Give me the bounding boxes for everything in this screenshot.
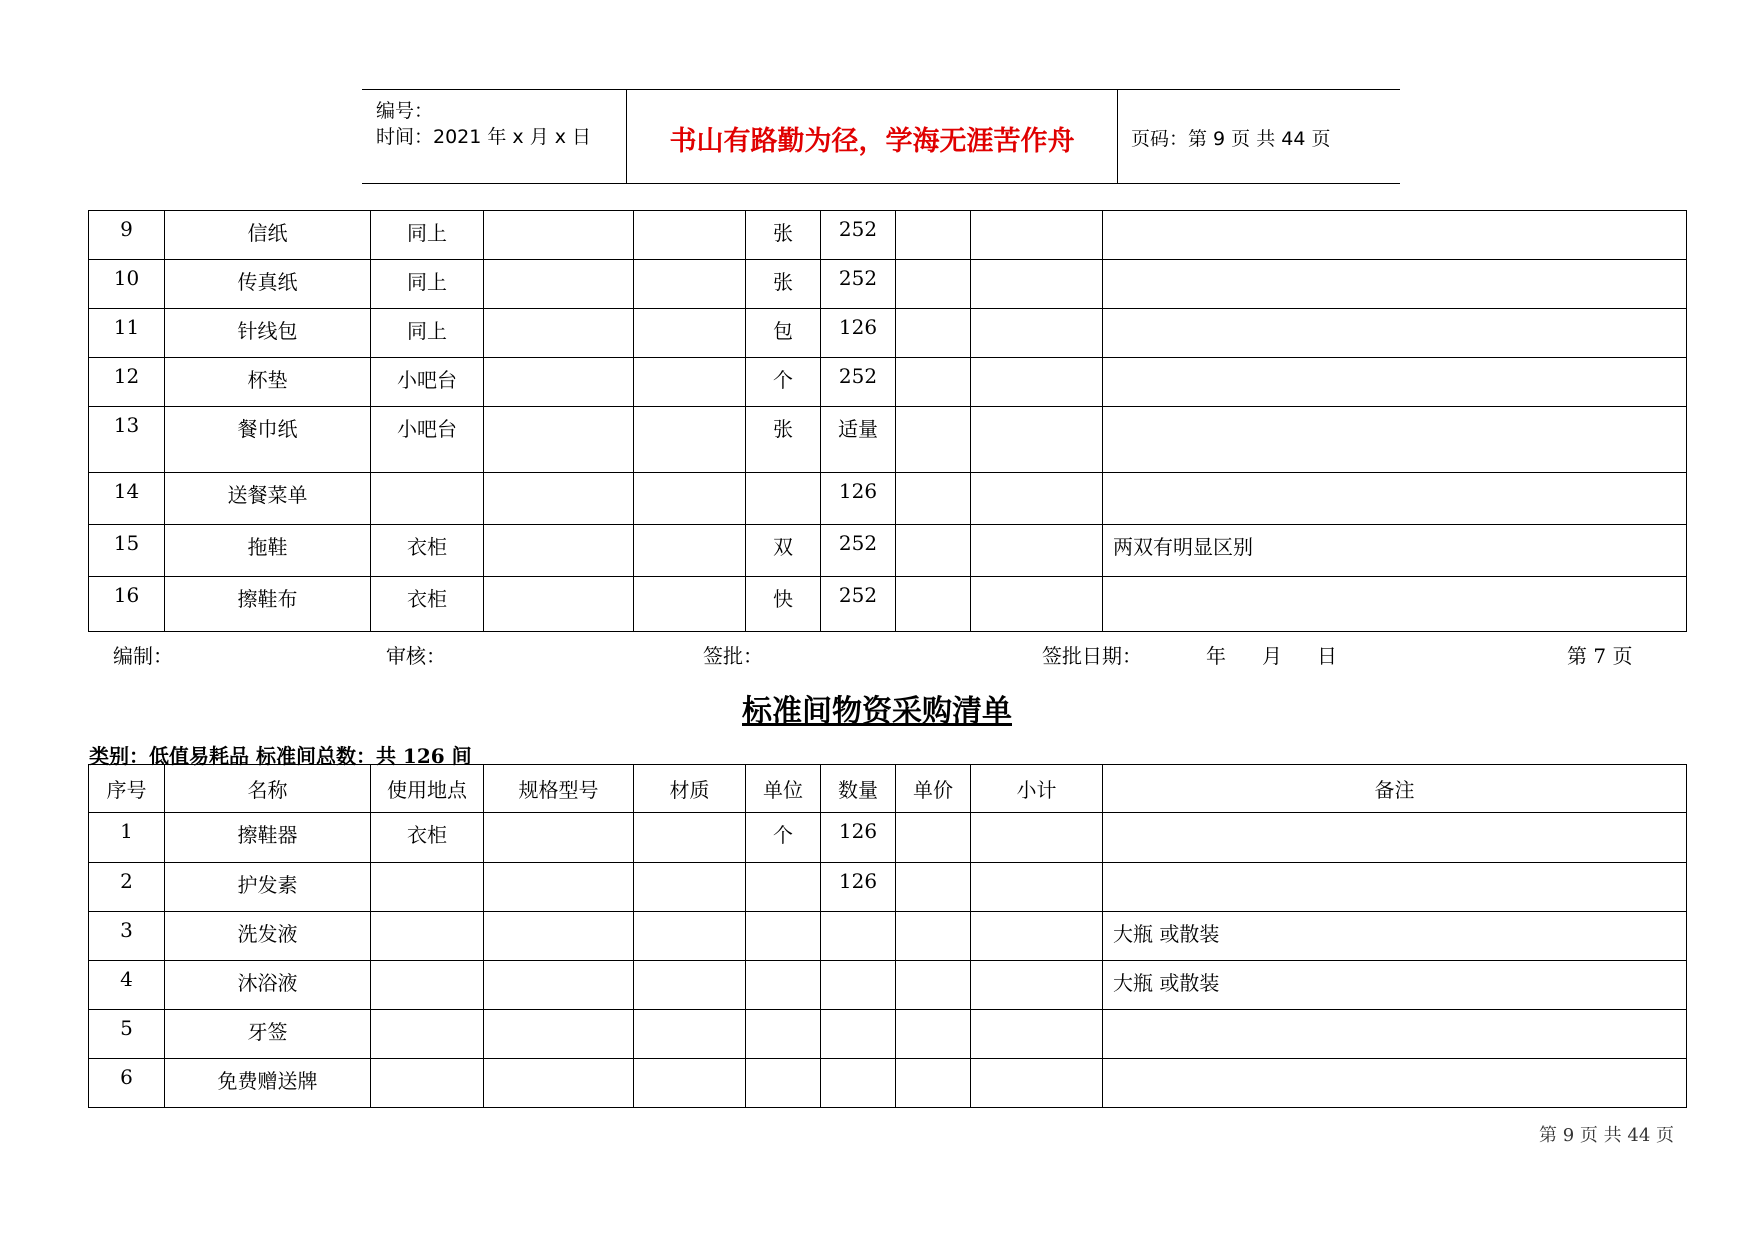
column-header: 单价 — [896, 765, 971, 813]
cell-spec — [484, 863, 634, 912]
table-row — [89, 813, 1687, 863]
table-row — [89, 863, 1687, 912]
supplies-table-continued — [88, 210, 1687, 632]
cell-note — [1103, 260, 1687, 309]
document-date: 时间：2021 年 x 月 x 日 — [376, 126, 592, 148]
category-line: 类别：低值易耗品 标准间总数：共 126 间 — [89, 744, 472, 768]
cell-name: 拖鞋 — [165, 525, 371, 577]
cell-subtotal — [971, 473, 1103, 525]
header-motto-cell — [626, 90, 1118, 183]
table-header-row — [89, 765, 1687, 813]
cell-name: 牙签 — [165, 1010, 371, 1059]
cell-material — [634, 309, 746, 358]
column-header: 名称 — [165, 765, 371, 813]
cell-location — [371, 961, 484, 1010]
cell-material — [634, 813, 746, 863]
cell-unit-price — [896, 813, 971, 863]
cell-name: 擦鞋布 — [165, 577, 371, 632]
column-header: 数量 — [821, 765, 896, 813]
cell-name: 针线包 — [165, 309, 371, 358]
cell-quantity: 126 — [821, 309, 896, 358]
cell-quantity — [821, 1010, 896, 1059]
cell-unit: 包 — [746, 309, 821, 358]
cell-unit-price — [896, 473, 971, 525]
cell-number: 4 — [89, 961, 165, 1010]
cell-number: 3 — [89, 912, 165, 961]
table-row — [89, 358, 1687, 407]
cell-note — [1103, 1059, 1687, 1108]
cell-unit: 个 — [746, 358, 821, 407]
cell-number: 16 — [89, 577, 165, 632]
cell-location: 衣柜 — [371, 577, 484, 632]
approval-date-label: 签批日期： — [1042, 644, 1142, 668]
supplies-table — [88, 764, 1687, 1108]
table-row — [89, 407, 1687, 473]
cell-location: 同上 — [371, 260, 484, 309]
cell-name: 护发素 — [165, 863, 371, 912]
column-header: 单位 — [746, 765, 821, 813]
table-row — [89, 211, 1687, 260]
cell-name: 沐浴液 — [165, 961, 371, 1010]
cell-name: 洗发液 — [165, 912, 371, 961]
cell-unit-price — [896, 961, 971, 1010]
cell-name: 信纸 — [165, 211, 371, 260]
cell-unit-price — [896, 309, 971, 358]
cell-spec — [484, 912, 634, 961]
table-row — [89, 577, 1687, 632]
page-footer: 第 9 页 共 44 页 — [1539, 1125, 1674, 1146]
table-row — [89, 1010, 1687, 1059]
cell-quantity — [821, 1059, 896, 1108]
cell-location: 同上 — [371, 211, 484, 260]
cell-quantity: 252 — [821, 260, 896, 309]
cell-material — [634, 358, 746, 407]
cell-subtotal — [971, 912, 1103, 961]
cell-material — [634, 912, 746, 961]
cell-number: 5 — [89, 1010, 165, 1059]
cell-material — [634, 863, 746, 912]
cell-unit: 双 — [746, 525, 821, 577]
cell-spec — [484, 813, 634, 863]
cell-note — [1103, 309, 1687, 358]
cell-unit — [746, 1010, 821, 1059]
cell-number: 11 — [89, 309, 165, 358]
table-row — [89, 309, 1687, 358]
cell-location — [371, 1059, 484, 1108]
cell-subtotal — [971, 309, 1103, 358]
cell-spec — [484, 260, 634, 309]
cell-number: 6 — [89, 1059, 165, 1108]
cell-spec — [484, 961, 634, 1010]
cell-unit-price — [896, 407, 971, 473]
column-header: 使用地点 — [371, 765, 484, 813]
cell-number: 15 — [89, 525, 165, 577]
cell-number: 12 — [89, 358, 165, 407]
table-row — [89, 260, 1687, 309]
cell-quantity: 252 — [821, 358, 896, 407]
cell-number: 13 — [89, 407, 165, 473]
cell-note — [1103, 577, 1687, 632]
cell-spec — [484, 473, 634, 525]
cell-quantity: 适量 — [821, 407, 896, 473]
cell-material — [634, 1010, 746, 1059]
cell-spec — [484, 577, 634, 632]
cell-location: 同上 — [371, 309, 484, 358]
column-header: 规格型号 — [484, 765, 634, 813]
cell-subtotal — [971, 577, 1103, 632]
cell-material — [634, 525, 746, 577]
cell-spec — [484, 1059, 634, 1108]
table-row — [89, 525, 1687, 577]
header-page-info: 页码：第 9 页 共 44 页 — [1131, 128, 1331, 150]
cell-material — [634, 407, 746, 473]
cell-name: 擦鞋器 — [165, 813, 371, 863]
cell-note — [1103, 473, 1687, 525]
cell-unit — [746, 1059, 821, 1108]
approved-by-label: 签批： — [703, 644, 763, 668]
cell-location — [371, 863, 484, 912]
cell-spec — [484, 358, 634, 407]
column-header: 材质 — [634, 765, 746, 813]
table-row — [89, 912, 1687, 961]
cell-material — [634, 260, 746, 309]
column-header: 小计 — [971, 765, 1103, 813]
header-page-cell — [1117, 90, 1400, 183]
cell-number: 10 — [89, 260, 165, 309]
cell-location: 小吧台 — [371, 407, 484, 473]
cell-unit-price — [896, 912, 971, 961]
cell-note — [1103, 1010, 1687, 1059]
cell-unit: 张 — [746, 260, 821, 309]
cell-subtotal — [971, 211, 1103, 260]
cell-unit — [746, 912, 821, 961]
cell-unit-price — [896, 211, 971, 260]
cell-unit-price — [896, 260, 971, 309]
cell-subtotal — [971, 1010, 1103, 1059]
section-page-number: 第 7 页 — [1567, 644, 1633, 668]
cell-material — [634, 211, 746, 260]
cell-quantity: 126 — [821, 473, 896, 525]
cell-spec — [484, 1010, 634, 1059]
cell-spec — [484, 211, 634, 260]
cell-unit — [746, 961, 821, 1010]
cell-unit-price — [896, 577, 971, 632]
cell-subtotal — [971, 407, 1103, 473]
cell-location — [371, 473, 484, 525]
cell-spec — [484, 525, 634, 577]
cell-note — [1103, 211, 1687, 260]
column-header: 备注 — [1103, 765, 1687, 813]
cell-subtotal — [971, 525, 1103, 577]
approval-month-label: 月 — [1262, 644, 1282, 668]
column-header: 序号 — [89, 765, 165, 813]
cell-note: 大瓶 或散装 — [1103, 961, 1687, 1010]
cell-quantity: 126 — [821, 863, 896, 912]
cell-note: 两双有明显区别 — [1103, 525, 1687, 577]
header-meta-cell — [362, 90, 626, 183]
cell-spec — [484, 407, 634, 473]
list-title — [0, 686, 1754, 730]
cell-note — [1103, 407, 1687, 473]
cell-material — [634, 1059, 746, 1108]
cell-quantity: 252 — [821, 577, 896, 632]
approval-day-label: 日 — [1317, 644, 1337, 668]
cell-unit: 快 — [746, 577, 821, 632]
cell-subtotal — [971, 863, 1103, 912]
list-title-text: 标准间物资采购清单 — [742, 694, 1012, 729]
cell-material — [634, 473, 746, 525]
reviewed-by-label: 审核： — [386, 644, 446, 668]
cell-material — [634, 577, 746, 632]
document-number-label: 编号： — [376, 100, 434, 122]
cell-location: 小吧台 — [371, 358, 484, 407]
cell-unit-price — [896, 358, 971, 407]
cell-name: 餐巾纸 — [165, 407, 371, 473]
table-row — [89, 1059, 1687, 1108]
cell-quantity — [821, 912, 896, 961]
cell-spec — [484, 309, 634, 358]
cell-subtotal — [971, 961, 1103, 1010]
cell-location — [371, 1010, 484, 1059]
cell-note — [1103, 358, 1687, 407]
cell-material — [634, 961, 746, 1010]
cell-quantity: 126 — [821, 813, 896, 863]
cell-subtotal — [971, 813, 1103, 863]
motto-text: 书山有路勤为径，学海无涯苦作舟 — [669, 126, 1075, 157]
cell-name: 杯垫 — [165, 358, 371, 407]
cell-location — [371, 912, 484, 961]
cell-note: 大瓶 或散装 — [1103, 912, 1687, 961]
approval-year-label: 年 — [1206, 644, 1226, 668]
cell-number: 1 — [89, 813, 165, 863]
table-row — [89, 961, 1687, 1010]
cell-unit-price — [896, 1059, 971, 1108]
cell-subtotal — [971, 260, 1103, 309]
cell-unit: 个 — [746, 813, 821, 863]
cell-unit: 张 — [746, 211, 821, 260]
cell-name: 送餐菜单 — [165, 473, 371, 525]
cell-unit — [746, 473, 821, 525]
cell-unit-price — [896, 525, 971, 577]
cell-note — [1103, 863, 1687, 912]
cell-unit: 张 — [746, 407, 821, 473]
cell-unit-price — [896, 1010, 971, 1059]
cell-unit — [746, 863, 821, 912]
table-row — [89, 473, 1687, 525]
cell-name: 免费赠送牌 — [165, 1059, 371, 1108]
cell-quantity — [821, 961, 896, 1010]
document-header — [362, 89, 1400, 184]
cell-subtotal — [971, 358, 1103, 407]
cell-unit-price — [896, 863, 971, 912]
cell-number: 14 — [89, 473, 165, 525]
cell-number: 9 — [89, 211, 165, 260]
cell-note — [1103, 813, 1687, 863]
cell-quantity: 252 — [821, 525, 896, 577]
cell-location: 衣柜 — [371, 525, 484, 577]
cell-number: 2 — [89, 863, 165, 912]
cell-quantity: 252 — [821, 211, 896, 260]
cell-name: 传真纸 — [165, 260, 371, 309]
compiled-by-label: 编制： — [113, 644, 173, 668]
cell-subtotal — [971, 1059, 1103, 1108]
cell-location: 衣柜 — [371, 813, 484, 863]
